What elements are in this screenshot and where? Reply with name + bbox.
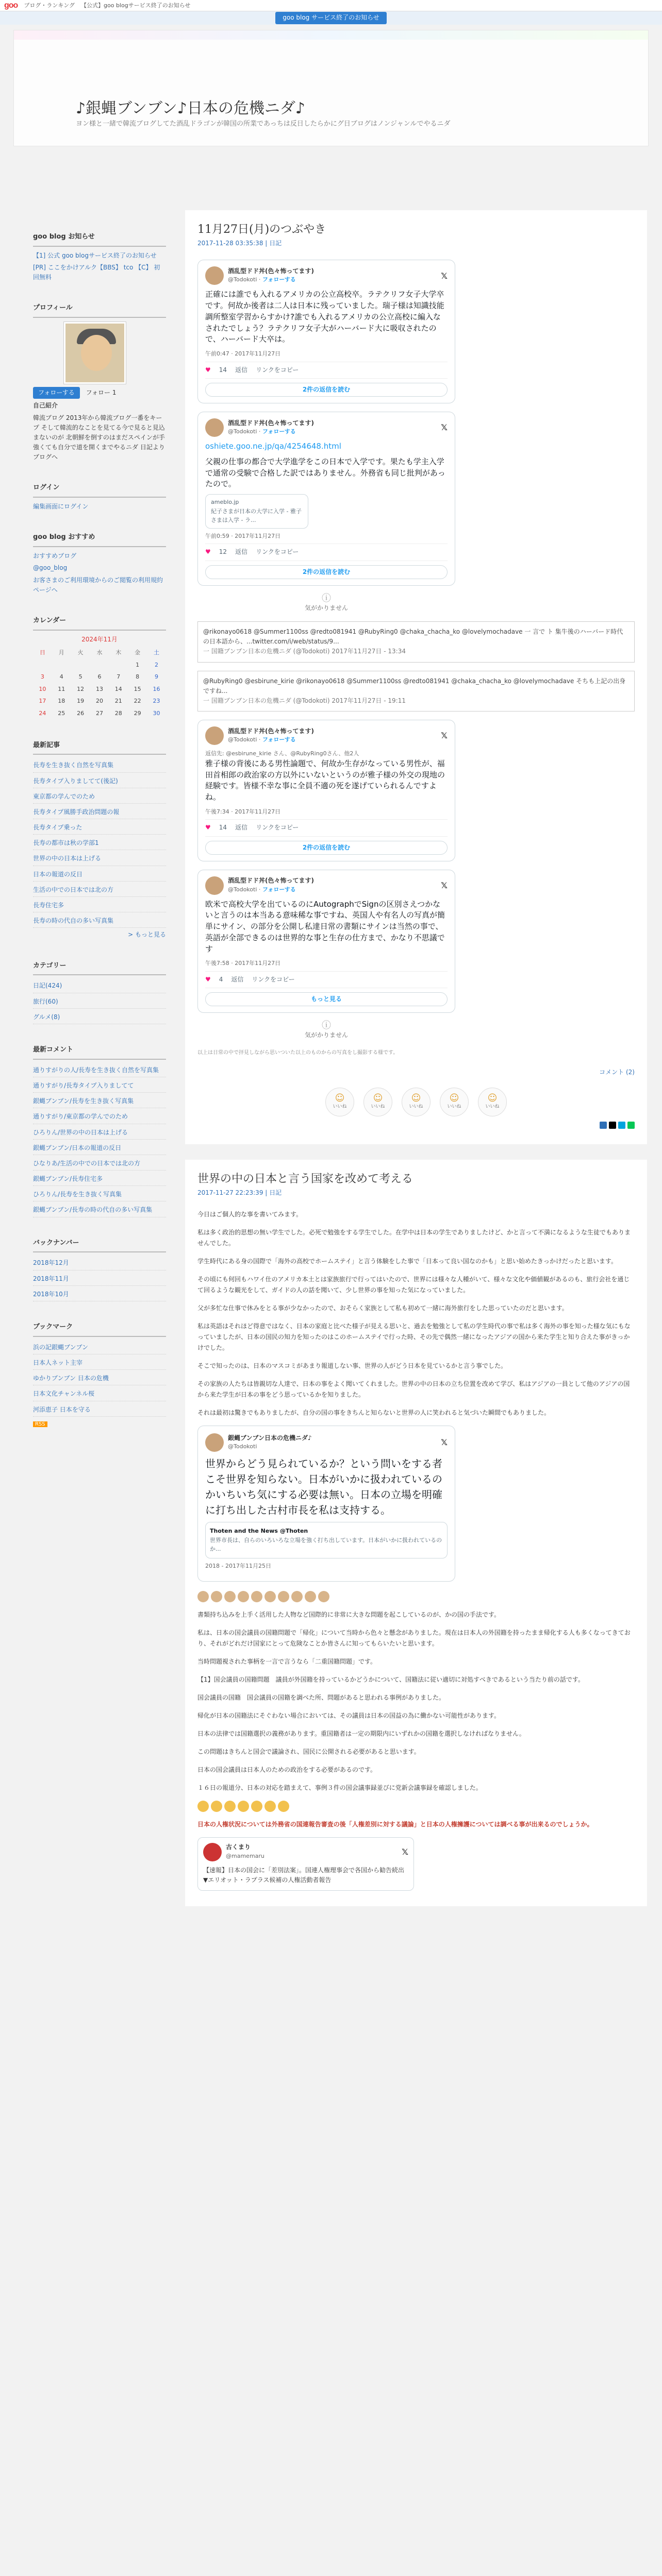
share-hatena-icon[interactable] [618,1122,625,1129]
recommend-link-2[interactable]: @goo_blog [33,564,68,572]
read-replies-button[interactable]: 2件の返信を読む [205,841,448,855]
entry-paragraph: 学生時代にある身の国際で「海外の高校でホームステイ」と言う体験をした事で「日本って良い国なのかも」と思い始めたきっかけだったと思います。 [197,1258,617,1265]
tweet-avatar[interactable] [205,266,224,285]
notice-link-1[interactable]: 【1] 公式 goo blogサービス終了のお知らせ [33,251,157,259]
tweet-author-name[interactable]: 酒乱型ドド丼(色々怖ってます) [228,419,314,427]
recent-item[interactable]: 生活の中での日本では北の方 [33,886,114,893]
tweet-text: 正確には誰でも入れるアメリカの公立高校卒。ラテクリフ女子大学卒です。何故か後者は二人は日本に残っていました。瑞子様は知識技能調所整室学習からすかけ?誰でも入れるアメリカの公立高校に編入なされたでしょう？ラテクリフ女子大がハーバード大に吸収されたので、ハーバード大卒は。 [205,290,444,344]
entry-paragraph: 父が多忙な仕事で休みをとる事が少なかったので、おそらく家族として私も初めて一緒に海外旅行をした思っていたのだと思います。 [197,1304,568,1312]
category-item[interactable]: 旅行(60) [33,997,58,1005]
avatar [305,1591,316,1602]
cal-date: 26 [77,709,85,717]
cal-date: 4 [59,673,63,681]
avatar [291,1591,303,1602]
entry-paragraph: その頃にも何回もハワイ仕のアメリカ本土とは家族旅行で行ってはいたので、世界には様々な人種がいて、様々な文化や価値観があるのも、旅行会社を通じて回るような観光をして、ガイドの人の話を聞いて、少し世界の事を知った気になっていました。 [197,1276,630,1294]
profile-avatar[interactable] [64,322,126,384]
reaction-icon: ☺ [335,1092,345,1104]
category-heading: カテゴリー [33,958,166,976]
embedded-tweet[interactable]: 酒乱型ドド丼(色々怖ってます) @Todokoti · フォローする 𝕏 返信先: @esbirune_kirie さん、@RubyRing0さん、他2人 雅子様の背後にある男性論題で、何故か生存がなっている男性が、福田首相郎の政治家の方以外にいないというのが雅子様の外交の現地の経験です。皆様不幸な事に全員不適の死を遂げていられるんですよね。 午後7:34 · 2017年11月27日 ♥ 14 返信 リンクをコピー 2件の返信を読む [197,720,455,861]
recent-item[interactable]: 東京都の学んでのため [33,792,95,800]
like-count: 12 [219,548,227,556]
comment-item[interactable]: 銀蝿ブンブン/日本の報道の反日 [33,1144,122,1151]
quoted-card[interactable] [205,1522,448,1558]
entry-date[interactable]: 2017-11-27 22:23:39 | 日記 [197,1189,282,1196]
entry-2 [185,1160,647,1906]
quoted-tweet-text[interactable]: @RubyRing0 @esbirune_kirie @rikonayo0618 @Summer1100ss @redto081941 @chaka_chacha_ko @lovelymochadave そちも上記の出身ですね... [203,677,626,694]
comment-item[interactable]: 通りすがり/長寿タイプ入りましてて [33,1081,134,1089]
recommend-text[interactable]: お客さまのご利用環境からのご閲覧の利用規約ページへ [33,576,163,594]
bookmark-section [33,1319,166,1429]
bookmark-item[interactable]: 日本文化チャンネル桜 [33,1390,95,1398]
follow-button[interactable]: フォローする [33,387,80,399]
bookmark-item[interactable]: ゆかりブンブン 日本の危機 [33,1375,109,1382]
tweet-author-name[interactable]: 銀蝿ブンブン日本の危機ニダ♪ [228,1434,312,1442]
reaction-button[interactable] [402,1088,431,1116]
recent-item[interactable]: 日本の報道の反日 [33,870,83,878]
avatar [224,1591,236,1602]
tweet-author-name[interactable]: 酒乱型ドド丼(色々怖ってます) [228,877,314,885]
emoji-icon [251,1801,262,1812]
topbar-nav-1[interactable]: ブログ・ランキング [24,2,75,9]
cal-date: 17 [39,698,46,705]
link-card-text: 紀子さまが日本の大学に入学 - 雅子さまは入学 - ラ... [211,507,302,524]
comment-item[interactable]: 銀蝿ブンブン/長寿を生き抜く写真集 [33,1097,134,1105]
entry-date[interactable]: 2017-11-28 03:35:38 | 日記 [197,240,282,247]
entry-paragraph: そこで知ったのは、日本のマスコミがあまり報道しない事、世界の人がどう日本を見ているかと言う事でした。 [197,1362,507,1370]
calendar-title: 2024年11月 [81,635,118,643]
cal-date: 9 [155,673,159,681]
quoted-card-title: Thoten and the News @Thoten [210,1528,308,1535]
cal-date: 28 [114,709,122,717]
quoted-tweet-text[interactable]: @rikonayo0618 @Summer1100ss @redto081941 @RubyRing0 @chaka_chacha_ko @lovelymochadave 一 言で ト 集牛後のハーバード時代の日本語から、...twitter.com/i/web/status/9... [203,628,623,646]
avatar [238,1591,249,1602]
tweet-author-name[interactable]: 酒乱型ドド丼(色々怖ってます) [228,267,314,275]
entry-paragraph: 私は、日本の国会議員の国籍問題で「帰化」について当時から色々と懸念がありました。現在は日本人の外国籍を持ったまま帰化する人も多くなってきており、それがどれだけ国家にとって危険なことか皆さんに知ってもらいたいと思います。 [197,1629,631,1647]
x-logo-icon[interactable]: 𝕏 [441,880,448,890]
see-more-button[interactable]: もっと見る [205,992,448,1006]
recommend-section [33,529,166,595]
profile-section [33,300,166,462]
bookmark-item[interactable]: 河添恵子 日本を守る [33,1405,91,1413]
tweet-handle: @Todokoti [228,736,257,743]
cal-date [109,659,128,671]
notice-note [197,594,455,613]
tweet-text: 雅子様の背後にある男性論題で、何故か生存がなっている男性が、福田首相郎の政治家の方以外にいないというのが雅子様の外交の現地の経験です。皆様不幸な事に全員不適の死を遂げていられるんですよね。 [205,758,445,802]
reaction-button[interactable] [325,1088,354,1116]
read-replies-button[interactable]: 2件の返信を読む [205,383,448,397]
cal-date: 24 [39,709,46,717]
comment-item[interactable]: ひろりん/長寿を生き抜く写真集 [33,1191,122,1198]
emoji-icon [211,1801,222,1812]
reply-button[interactable]: 返信 [235,366,248,374]
cal-date: 12 [77,685,85,692]
copy-link-button[interactable]: リンクをコピー [252,976,295,984]
entry-paragraph: 今日はご個人的な事を書いてみます。 [197,1211,303,1218]
cal-date: 29 [134,709,141,717]
sidebar [33,229,166,1446]
cal-date: 18 [58,698,65,705]
login-link[interactable]: 編集画面にログイン [33,503,89,511]
tweet-handle: @Todokoti [228,1443,257,1450]
like-count: 14 [219,824,227,832]
profile-heading: プロフィール [33,300,166,318]
cal-date: 2 [155,661,159,668]
reply-button[interactable]: 返信 [231,976,244,984]
info-icon: ⓘ [322,1020,331,1031]
entry-paragraph: 【1】国会議員の国籍問題 議員が外国籍を持っているかどうかについて、国籍法に従い適切に対処すべきであるという当たり前の話です。 [197,1675,584,1683]
embedded-tweet[interactable]: 酒乱型ドド丼(色々怖ってます) @Todokoti · フォローする 𝕏 正確には誰でも入れるアメリカの公立高校卒。ラテクリフ女子大学卒です。何故か後者は二人は日本に残っていました。瑞子様は知識技能調所整室学習からすかけ?誰でも入れるアメリカの公立高校に編入なされたでしょう？ラテクリフ女子大がハーバード大に吸収されたので、ハーバード大卒は。 午前0:47 · 2017年11月27日 ♥ 14 返信 リンクをコピー 2件の返信を読む [197,260,455,403]
reply-to-label: 返信先: @esbirune_kirie さん、@RubyRing0さん、他2人 [205,750,359,757]
x-logo-icon[interactable]: 𝕏 [441,270,448,281]
cal-day-fri: 金 [135,649,141,656]
entry-paragraph: 私は英語はそれほど得意ではなく、日本の家庭と比べた様子が見える思いと、過去を勉強として私の学生時代の事で私は多く海外の事を知った様な気にもなっていましたが、日本の国民の知力を知ったのはこのホームステイで行った時、その先で偶然一緒になったアジアの国から来た学生と知り合えた事がきっかけでした。 [197,1323,631,1352]
tweet-handle: @mamemaru [226,1852,264,1859]
cal-date: 16 [153,685,160,692]
cal-date: 14 [114,685,122,692]
cal-week [33,683,166,696]
share-x-icon[interactable] [609,1122,616,1129]
cal-date: 25 [58,709,65,717]
cal-day-wed: 水 [96,649,103,656]
reaction-label: いいね [485,1104,500,1109]
emoji-icon [264,1801,276,1812]
embedded-tweet-large[interactable] [197,1426,455,1581]
notice-note-text: 気がかりません [304,1031,348,1039]
copy-link-button[interactable]: リンクをコピー [256,548,299,556]
login-section [33,480,166,512]
header-decoration [14,30,648,40]
avatar-face [81,335,112,371]
cal-date: 19 [77,698,85,705]
cal-date: 11 [58,685,65,692]
like-icon[interactable]: ♥ [205,548,211,556]
cal-day-sat: 土 [154,649,160,656]
quoted-card-text: 世界市長は、自らのいろいろな立場を強く打ち出しています。日本がいかに扱われているのか... [210,1536,442,1553]
like-icon[interactable]: ♥ [205,824,211,832]
x-logo-icon[interactable]: 𝕏 [441,1437,448,1448]
reaction-button[interactable] [478,1088,507,1116]
tweet-time[interactable]: 午前0:47 · 2017年11月27日 [205,349,448,362]
tweet-link[interactable]: oshiete.goo.ne.jp/qa/4254648.html [205,442,341,451]
emoji-icon [197,1801,209,1812]
reaction-icon: ☺ [411,1092,421,1104]
cal-week [33,695,166,707]
cal-date: 21 [114,698,122,705]
cal-date: 13 [95,685,103,692]
link-card-source: ameblo.jp [211,499,239,506]
category-item[interactable]: グルメ(8) [33,1013,60,1021]
reaction-buttons [197,1088,635,1116]
tweet-text: 世界からどう見られているか？という問いをする者こそ世界を知らない。日本がいかに扱われているのかいちいち気にする必要は無い。日本の立場を明確に打ち出した古村市長を私は支持する。 [205,1458,442,1517]
blog-description: ヨン様と一緒で韓流ブログしてた酒乱ドラゴンが韓国の所業であっちは反日したらかにグ日ブログはノンジャンルでやるニダ [76,120,451,128]
reaction-icon: ☺ [487,1092,498,1104]
tweet-avatar[interactable] [203,1843,222,1861]
recent-item[interactable]: 長寿タイプ風勝手政治問題の報 [33,808,120,816]
tweet-time[interactable]: 2018 - 2017年11月25日 [205,1562,271,1569]
tweet-avatar[interactable] [205,1433,224,1452]
follower-count[interactable]: フォロー 1 [86,389,117,397]
quoted-tweet-block [197,621,635,663]
main-column [185,210,647,1922]
profile-intro: 韓流ブログ 2013年から韓流ブログ一番をキープ そして韓流的なことを見てる今で見ると見込まないのが 北朝鮮を倒すのはまだスペインが手強くても自分で道を開くまでやるニダ 日記よりブログへ [33,414,165,461]
info-icon: ⓘ [322,592,331,604]
comment-item[interactable]: 銀蝿ブンブン/長寿住宅多 [33,1175,103,1183]
cal-date: 15 [134,685,141,692]
avatar [278,1591,289,1602]
notice-note [197,1021,455,1040]
comment-item[interactable]: ひろりん/世界の中の日本は上げる [33,1128,128,1136]
notice-heading: goo blog お知らせ [33,229,166,247]
goo-topbar [0,0,662,11]
like-icon[interactable]: ♥ [205,366,211,374]
comment-link[interactable]: コメント (2) [599,1068,635,1076]
reaction-icon: ☺ [373,1092,383,1104]
comment-item[interactable]: 銀蝿ブンブン/長寿の時の代自の多い写真集 [33,1206,153,1214]
cal-day-sun: 日 [39,649,45,656]
comments-heading: 最新コメント [33,1042,166,1060]
comment-item[interactable]: 通りすがりの人/長寿を生き抜く自然を写真集 [33,1066,159,1074]
cal-date: 7 [117,673,121,681]
tweet-handle: @Todokoti [228,428,257,435]
recent-item[interactable]: 長寿を生き抜く自然を写真集 [33,761,114,769]
read-replies-button[interactable]: 2件の返信を読む [205,565,448,579]
goo-logo[interactable]: goo [4,1,18,10]
cal-day-tue: 火 [77,649,84,656]
avatar [197,1591,209,1602]
entry-paragraph: 書類持ち込みを上手く活用した人物など国際的に非常に大きな問題を起こしているのが、かの国の手法です。 [197,1611,501,1618]
tweet-author-name[interactable]: 古くまり [226,1843,251,1851]
cal-date: 27 [95,709,103,717]
recent-more-link[interactable]: > もっと見る [128,931,166,939]
comments-section [33,1042,166,1217]
tweet-text: 父親の仕事の都合で大学進学をこの日本で入学です。果たも学主入学で通常の受験で合格した訳ではありません。外務省も同じ批判があったので。 [205,456,445,489]
copy-link-button[interactable]: リンクをコピー [256,366,299,374]
entry-paragraph: 当時問題視された事柄を一言で言うなら「二重国籍問題」です。 [197,1657,377,1665]
embedded-tweet[interactable]: 酒乱型ドド丼(色々怖ってます) @Todokoti · フォローする 𝕏 欧米で高校大学を出ているのにAutographでSignの区別さえつかないと言うのは本当ある意味稀な事ですね、英国人や有名人の写真が簡単にサイン、の部分を公開し私達日常の書類にサインは当然の事で、英語が全部できるのは世界的な事と生存の仕方まで、かなり不思議です 午後7:58 · 2017年11月27日 ♥ 4 返信 リンクをコピー もっと見る [197,870,455,1013]
avatar [251,1591,262,1602]
entry-paragraph: １６日の報道分、日本の対応を踏まえて、事例３件の国会議事録並びに党新会議事録を確認しました。 [197,1784,482,1791]
backnumber-item[interactable]: 2018年12月 [33,1259,69,1267]
cal-date: 10 [39,685,46,692]
like-icon[interactable]: ♥ [205,976,211,984]
entry-paragraph: この問題はきちんと国会で議論され、国民に公開される必要があると思います。 [197,1748,420,1755]
recent-item[interactable]: 長寿住宅多 [33,902,64,909]
reaction-avatars [197,1591,635,1602]
entry-paragraph: 国会議員の国籍 国会議員の国籍を調べた所、問題があると思われる事例がありました。 [197,1693,445,1701]
tweet-follow-button[interactable]: フォローする [262,276,296,283]
cal-date: 3 [40,673,44,681]
cal-date: 5 [78,673,82,681]
tweet-author-name[interactable]: 酒乱型ドド丼(色々怖ってます) [228,727,314,735]
calendar-section [33,613,166,720]
blog-header [13,30,649,146]
cal-date [90,659,109,671]
tweet-avatar[interactable] [205,726,224,745]
powered-note: 以上は日常の中で拝見しながら思いついた以上のものからの写真をし撮影する様です。 [197,1049,399,1056]
share-bar [197,1122,635,1129]
avatar [318,1591,329,1602]
tweet-text: 【速報】日本の国会に「差別法案」。国連人権理事会で各国から勧告続出 ▼エリオット・ラプラス候補の人権活動者報告 [203,1866,405,1884]
backnumber-heading: バックナンバー [33,1235,166,1253]
emoji-row [197,1801,635,1812]
category-item[interactable]: 日記(424) [33,982,62,990]
emoji-icon [224,1801,236,1812]
cal-date: 30 [153,709,160,717]
entry-1 [185,210,647,1144]
entry-paragraph: それは最初は驚きでもありましたが、自分の国の事をきちんと知らないと世界の人に笑われると気づいた瞬間でもありました。 [197,1409,551,1417]
entry-paragraph: 日本の法律では国籍選択の義務があります。重国籍者は一定の期限内にいずれかの国籍を選択しなければなりません。 [197,1730,525,1737]
recent-item[interactable]: 長寿の都市は秋の学部1 [33,839,99,847]
recent-item[interactable]: 世界の中の日本は上げる [33,855,102,862]
cal-date [71,659,90,671]
notice-link-2[interactable]: [PR] ここをかけアルク【BBS】 tco 【C】 初回無料 [33,263,160,281]
cal-week [33,671,166,683]
category-section [33,958,166,1024]
reaction-label: いいね [447,1104,461,1109]
reaction-button[interactable] [440,1088,469,1116]
comment-item[interactable]: ひなりあ/生活の中での日本では北の方 [33,1159,141,1167]
entry-paragraph: 帰化が日本の国籍法にそぐわない場合においては、その議員は日本の国益の為に働かない可能性があります。 [197,1711,501,1719]
recent-section [33,737,166,940]
calendar-heading: カレンダー [33,613,166,631]
entry-title[interactable]: 世界の中の日本と言う国家を改めて考える [197,1172,413,1185]
topbar-nav-2[interactable]: 【公式】goo blogサービス終了のお知らせ [81,2,191,9]
avatar [264,1591,276,1602]
cal-date: 22 [134,698,141,705]
notice-section [33,229,166,282]
tweet-time[interactable]: 午後7:58 · 2017年11月27日 [205,959,448,972]
recommend-link-1[interactable]: おすすめブログ [33,552,77,560]
service-notice-bar [0,11,662,25]
entry-paragraph: その家族の人たちは皆親切な人達で、日本の事をよく聞いてくれました。世界の中の日本の立ち位置を改めて学び、私はアジアの一員として他のアジアの国から来た学生が日本の事をどう思っているかを知りました。 [197,1380,630,1399]
recent-item[interactable]: 長寿の時の代自の多い写真集 [33,917,114,925]
tweet-avatar[interactable] [205,876,224,895]
recent-heading: 最新記事 [33,737,166,755]
cal-day-thu: 木 [115,649,122,656]
tweet-handle: @Todokoti [228,276,257,283]
reaction-icon: ☺ [449,1092,459,1104]
cal-day-mon: 月 [58,649,64,656]
x-logo-icon[interactable]: 𝕏 [441,731,448,741]
rss-icon[interactable]: RSS [33,1421,47,1427]
like-count: 14 [219,366,227,374]
cal-date: 8 [136,673,140,681]
copy-link-button[interactable]: リンクをコピー [256,824,299,832]
calendar-table [33,647,166,720]
cal-date: 1 [136,661,140,668]
x-logo-icon[interactable]: 𝕏 [441,422,448,433]
tweet-follow-button[interactable]: フォローする [262,428,296,435]
comment-item[interactable]: 通りすがり/東京都の学んでのため [33,1113,128,1121]
bookmark-item[interactable]: 日本人ネット主宰 [33,1359,83,1366]
entry-paragraph: 日本の国会議員は日本人のための政治をする必要があるのです。 [197,1766,377,1773]
bookmark-item[interactable]: 浜の記銀蝿ブンブン [33,1343,89,1351]
share-facebook-icon[interactable] [600,1122,607,1129]
embedded-tweet-small[interactable] [197,1837,414,1891]
blog-title[interactable]: ♪銀蝿ブンブン♪日本の危機ニダ♪ [76,99,306,117]
cal-date [33,659,52,671]
backnumber-section [33,1235,166,1301]
cal-date: 20 [95,698,103,705]
avatar [211,1591,222,1602]
cal-date: 6 [97,673,102,681]
notice-note-text: 気がかりません [304,604,348,612]
tweet-time[interactable]: 午前0:59 · 2017年11月27日 [205,532,448,545]
tweet-follow-button[interactable]: フォローする [262,886,296,893]
link-card[interactable] [205,494,308,529]
reply-button[interactable]: 返信 [235,824,248,832]
quoted-tweet-block [197,671,635,712]
entry-title[interactable]: 11月27日(月)のつぶやき [197,223,326,236]
profile-name: 自己紹介 [33,402,58,410]
backnumber-item[interactable]: 2018年10月 [33,1290,69,1298]
quoted-tweet-source[interactable]: 一 国籍ブンブン日本の危機ニダ (@Todokoti) 2017年11月27日 - 13:34 [203,648,406,655]
tweet-avatar[interactable] [205,418,224,437]
quoted-tweet-source[interactable]: 一 国籍ブンブン日本の危機ニダ (@Todokoti) 2017年11月27日 - 19:11 [203,697,406,704]
recent-item[interactable]: 長寿タイプ乗った [33,824,82,832]
reply-button[interactable]: 返信 [235,548,248,556]
reaction-label: いいね [409,1104,423,1109]
login-heading: ログイン [33,480,166,498]
emoji-icon [278,1801,289,1812]
backnumber-item[interactable]: 2018年11月 [33,1275,69,1282]
embedded-tweet[interactable]: 酒乱型ドド丼(色々怖ってます) @Todokoti · フォローする 𝕏 oshiete.goo.ne.jp/qa/4254648.html 父親の仕事の都合で大学進学をこの日本で入学です。果たも学主入学で通常の受験で合格した訳ではありません。外務省も同じ批判があったので。 ameblo.jp 紀子さまが日本の大学に入学 - 雅子さまは入学 - ラ... 午前0:59 · 2017年11月27日 ♥ 12 返信 リンクをコピー 2件の返信を読む [197,412,455,586]
tweet-text: 欧米で高校大学を出ているのにAutographでSignの区別さえつかないと言うのは本当ある意味稀な事ですね、英国人や有名人の写真が簡単にサイン、の部分を公開し私達日常の書類にサインは当然の事で、英語が全部できるのは世界的な事と生存の仕方まで、かなり不思議です [205,899,445,954]
reaction-label: いいね [333,1104,347,1109]
tweet-follow-button[interactable]: フォローする [262,736,296,743]
emphasis-paragraph: 日本の人権状況については外務省の国連報告審査の後「人権差別に対する議論」と日本の人権擁護については調べる事が出来るのでしょうか。 [197,1820,593,1828]
like-count: 4 [219,976,223,984]
recommend-heading: goo blog おすすめ [33,529,166,547]
x-logo-icon[interactable]: 𝕏 [402,1846,408,1857]
service-notice-link[interactable]: goo blog サービス終了のお知らせ [275,12,386,24]
entry-paragraph: 私は多く政治的思想の無い学生でした。必死で勉強をする学生でした。在学中は日本の学生でありましたけど、かと言って不満になるような生徒でもありませんでした。 [197,1229,631,1247]
bookmark-heading: ブックマーク [33,1319,166,1337]
share-line-icon[interactable] [627,1122,635,1129]
reaction-label: いいね [371,1104,385,1109]
cal-week [33,707,166,720]
reaction-button[interactable] [363,1088,392,1116]
cal-week [33,659,166,671]
cal-date [52,659,71,671]
tweet-handle: @Todokoti [228,886,257,893]
tweet-time[interactable]: 午後7:34 · 2017年11月27日 [205,807,448,820]
emoji-icon [238,1801,249,1812]
recent-item[interactable]: 長寿タイプ入りましてて(後記) [33,777,118,785]
cal-date: 23 [153,698,160,705]
